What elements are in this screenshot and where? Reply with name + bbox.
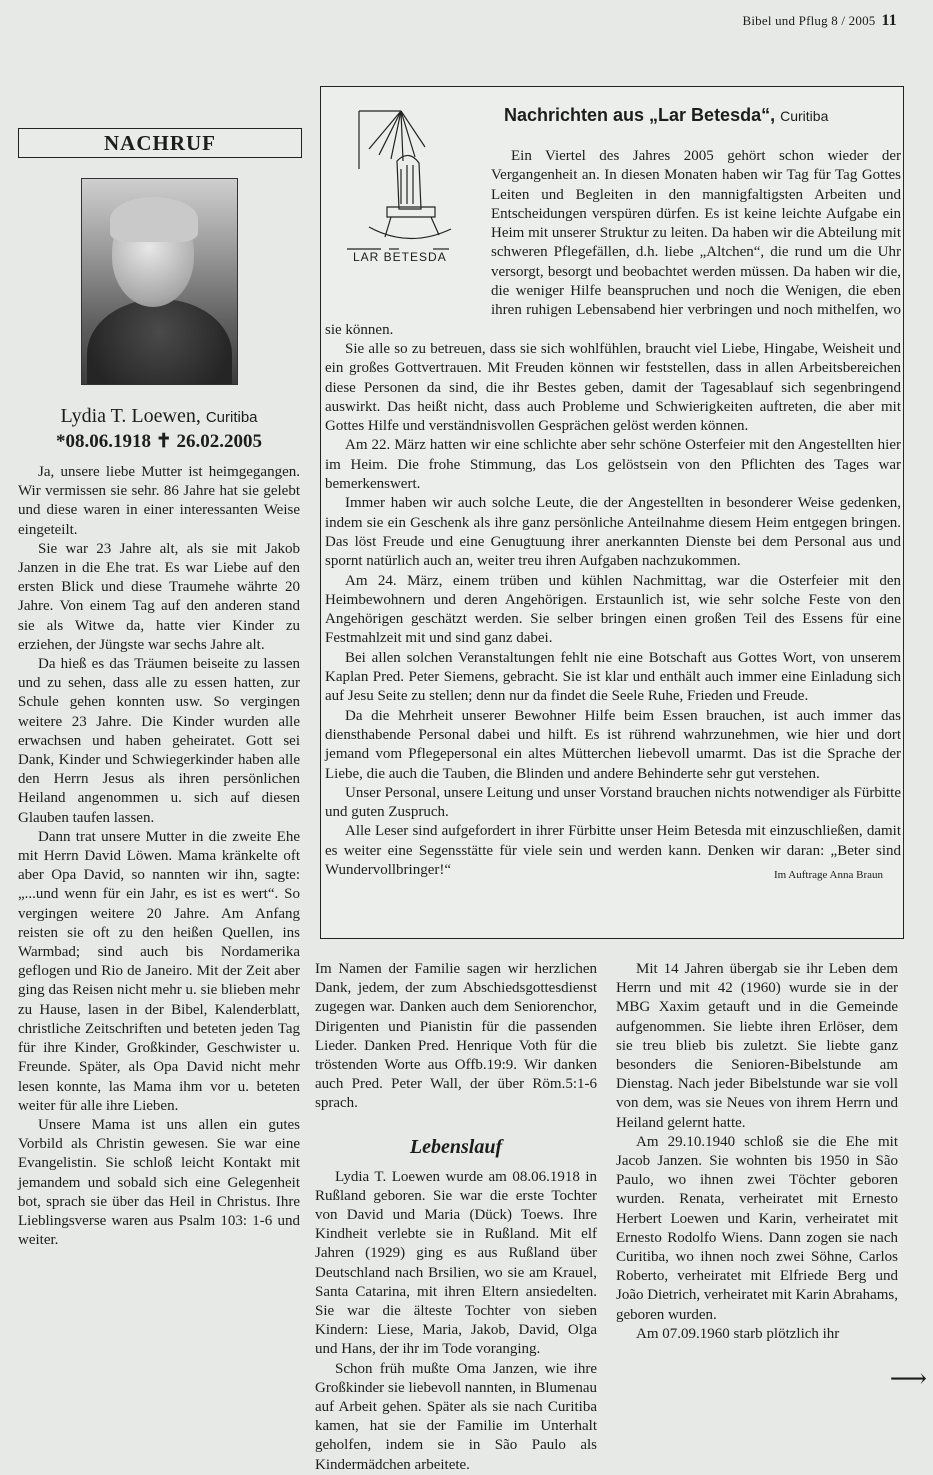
obituary-paragraph: Da hieß es das Träumen beiseite zu lassen und zu sehen, dass alle zu essen hatten, zur Schule gehen konnten usw. So vergingen weitere 23 Jahre. Die Kinder wurden alle erwachsen und haben geheiratet. Gott sei Dank, Kinder und Schwiegerkinder haben alle den Herrn Jesus als ihren persönlichen Heiland angenommen u. sich auf diesen Glauben taufen lassen. [18, 656, 300, 826]
lebenslauf-paragraph: Am 07.09.1960 starb plötzlich ihr [636, 1325, 840, 1342]
obituary-paragraph: Unsere Mama ist uns allen ein gutes Vorbild als Christin gewesen. Sie war eine Evangelistin. Sie schloß leicht Kontakt mit jemandem und sobald sich eine Gelegenheit bot, sprach sie über das Heil in Christus. Ihre Lieblingsverse waren aus Psalm 103: 1-6 und weiter. [18, 1116, 300, 1249]
logo-label: LAR BETESDA [353, 250, 447, 264]
news-paragraph: Alle Leser sind aufgefordert in ihrer Fürbitte unser Heim Betesda mit einzuschließen, damit es weiter eine Segensstätte für viele sein und werden kann. Denken wir daran: „Beter sind Wundervollbringer!“ [325, 823, 901, 878]
news-title-text: Nachrichten aus „Lar Betesda“, [504, 105, 776, 125]
portrait-photo [81, 178, 238, 385]
news-paragraph: Am 22. März hatten wir eine schlichte aber sehr schöne Osterfeier mit den Angestellten hier im Heim. Die frohe Stimmung, das Los gelöstsein von den Pflichten des Tages war bemerkenswert. [325, 437, 901, 493]
news-paragraph: Unser Personal, unsere Leitung und unser Vorstand brauchen nichts notwendiger als Fürbitte und guten Zuspruch. [325, 784, 901, 821]
obituary-column [18, 128, 300, 1250]
obituary-paragraph: Sie war 23 Jahre alt, als sie mit Jakob Janzen in die Ehe trat. Es war Liebe auf den ersten Blick und diese Traumehe währte 20 Jahre. Von einem Tag auf den anderen stand sie als Witwe da, hatte vier Kinder zu erziehen, der Jüngste war sechs Jahre alt. [18, 540, 300, 653]
obituary-paragraph: Ja, unsere liebe Mutter ist heimgegangen. Wir vermissen sie sehr. 86 Jahre hat sie gelebt und diese waren in einer interessanten Weise eingeteilt. [18, 464, 300, 538]
news-box [320, 86, 904, 939]
lebenslauf-paragraph: Lydia T. Loewen wurde am 08.06.1918 in Rußland geboren. Sie war die erste Tochter von David und Maria (Dück) Toews. Ihre Kindheit verlebte sie in Rußland. Mit elf Jahren (1929) ging es aus Rußland über Deutschland nach Brsilien, wo sie am Krauel, Santa Catarina, mit ihren Eltern ansiedelten. Sie war die älteste Tochter von sieben Kindern: Liese, Maria, Jakob, David, Olga und Hans, der ihr im Tode voranging. [315, 1168, 597, 1358]
lebenslauf-paragraph: Mit 14 Jahren übergab sie ihr Leben dem Herrn und mit 42 (1960) wurde sie in der MBG Xaxim getauft und in die Gemeinde aufgenommen. Sie liebte ihren Erlöser, dem sie treu blieb bis zuletzt. Sie liebte ganz besonders die Senioren-Bibelstunde am Dienstag. Nach jeder Bibelstunde war sie voll von dem, was sie Neues von ihrem Herrn und Heiland gelernt hatte. [616, 961, 898, 1131]
news-paragraph: Am 24. März, einem trüben und kühlen Nachmittag, war die Osterfeier mit den Heimbewohnern und deren Angehörigen. Erstaunlich ist, wie sehr solche Feste von den Angehörigen geschätzt werden. Sie selber bringen einen großen Teil des Essens für eine Festmahlzeit mit und sind ganz dabei. [325, 572, 901, 647]
right-column [616, 960, 898, 1344]
deceased-name [18, 405, 300, 428]
news-title [504, 105, 828, 126]
name-city: Curitiba [205, 409, 258, 426]
news-body [325, 147, 901, 886]
news-paragraph: Ein Viertel des Jahres 2005 gehört schon wieder der Vergangenheit an. In diesen Monaten haben wir Tag für Tag Gottes Leiten und Begleiten in den mannigfaltigsten Arbeiten und Entscheidungen verspüren dürfen. Es ist keine leichte Aufgabe ein Heim mit unserer Struktur zu leiten. Da haben wir die Abteilung mit schweren Pflegefällen, d.h. liebe „Altchen“, die rund um die Uhr versorgt, besorgt und beobachtet werden müssen. Da haben wir die, die weniger Hilfe beanspruchen und noch die Wenigen, die eben ihren ruhigen Lebensabend hier verbringen und noch mithelfen, wo sie können. [325, 148, 901, 338]
continue-arrow-icon: ⟶ [889, 1364, 927, 1393]
middle-column [315, 960, 597, 1475]
news-paragraph: Bei allen solchen Veranstaltungen fehlt nie eine Botschaft aus Gottes Wort, von unserem Kaplan Pred. Peter Siemens, gebracht. Sie ist klar und enthält auch immer eine Einladung sich auf Jesu Seite zu stellen; denn nur da findet die Seele Ruhe, Frieden und Freude. [325, 649, 901, 705]
news-paragraph: Da die Mehrheit unserer Bewohner Hilfe beim Essen brauchen, ist auch immer das diensthabende Personal dabei und hilft. Es ist rührend wahrzunehmen, wie hier und dort jemand vom Pflegepersonal ein altes Mütterchen liebevoll umarmt. Das ist die Sprache der Liebe, die auch die Tauben, die Blinden und andere Behinderte sehr gut verstehen. [325, 707, 901, 782]
news-paragraph: Sie alle so zu betreuen, dass sie sich wohlfühlen, braucht viel Liebe, Hingabe, Weisheit und ein großes Gottvertrauen. Mit Freuden können wir feststellen, dass in allen Arbeitsbereichen diese Personen da sind, die ihr Bestes geben, damit der Tagesablauf sich segenbringend auswirkt. Das heißt nicht, dass auch Probleme und Schwierigkeiten auftreten, die aber mit Gottes Hilfe und verständnisvollen Gesprächen gelöst werden können. [325, 340, 901, 435]
obituary-paragraph-continued: Im Namen der Familie sagen wir herzlichen Dank, jedem, der zum Abschiedsgottesdienst zugegen war. Danken auch dem Seniorenchor, Dirigenten und Pianistin für die passenden Lieder. Danken Pred. Henrique Voth für die tröstenden Worte aus Offb.19:9. Wir danken auch Pred. Peter Wall, der über Röm.5:1-6 sprach. [315, 961, 597, 1112]
lebenslauf-paragraph: Am 29.10.1940 schloß sie die Ehe mit Jacob Janzen. Sie wohnten bis 1950 in São Paulo, wo ihnen zwei Töchter geboren wurden. Renata, verheiratet mit Ernesto Herbert Loewen und Karin, verheiratet mit Ernesto Rodolfo Wiens. Dann zogen sie nach Curitiba, wo ihnen noch zwei Söhne, Carlos Roberto, verheiratet mit Elfriede Berg und João Dietrich, verheiratet mit Karin Abrahams, geboren wurden. [616, 1133, 898, 1323]
name-text: Lydia T. Loewen, [60, 405, 201, 427]
publication-name: Bibel und Pflug 8 / 2005 [742, 13, 876, 28]
news-title-city: Curitiba [780, 108, 829, 124]
page-header [742, 12, 897, 30]
obituary-paragraph: Dann trat unsere Mutter in die zweite Ehe mit Herrn David Löwen. Mama kränkelte oft aber Opa David, so nannten wir ihn, sagte: „...und wenn für ein Jahr, es ist es wert“. So vergingen weitere 20 Jahre. Am Anfang reisten sie oft zu den heißen Quellen, ins Warmbad; sind auch bis Nordamerika geflogen und Rio de Janeiro. Mit der Zeit aber ging das Reisen nicht mehr u. sie blieben mehr zu Hause, lasen in der Bibel, Kalenderblatt, christliche Zeitschriften und beteten jeden Tag für ihre Kinder, Großkinder, Geschwister u. Freunde. Später, als Opa David nicht mehr lesen konnte, las Mama ihm vor u. beteten weiter für alle ihre Lieben. [18, 828, 300, 1114]
lebenslauf-paragraph: Schon früh mußte Oma Janzen, wie ihre Großkinder sie liebevoll nannten, in Blumenau auf Arbeit gehen. Später als sie nach Curitiba kamen, hat sie der Familie im Unterhalt geholfen, indem sie in São Paulo als Kindermädchen arbeitete. [315, 1360, 597, 1473]
obituary-heading: NACHRUF [18, 128, 302, 158]
news-paragraph: Immer haben wir auch solche Leute, die der Angestellten in besonderer Weise gedenken, indem sie ein Geschenk als ihre ganz persönliche Anteilnahme diesem Heim entgegen bringen. Das löst Freude und eine Genugtuung ihrer anerkannten Dienste bei dem Personal aus und spornt natürlich auch an, weiter treu ihren Aufgaben nachzukommen. [325, 495, 901, 570]
page-number: 11 [881, 12, 897, 29]
life-dates: *08.06.1918 ✝ 26.02.2005 [56, 431, 262, 452]
lebenslauf-heading: Lebenslauf [409, 1135, 503, 1158]
news-signature: Im Auftrage Anna Braun [773, 869, 883, 882]
obituary-text [18, 463, 300, 1250]
